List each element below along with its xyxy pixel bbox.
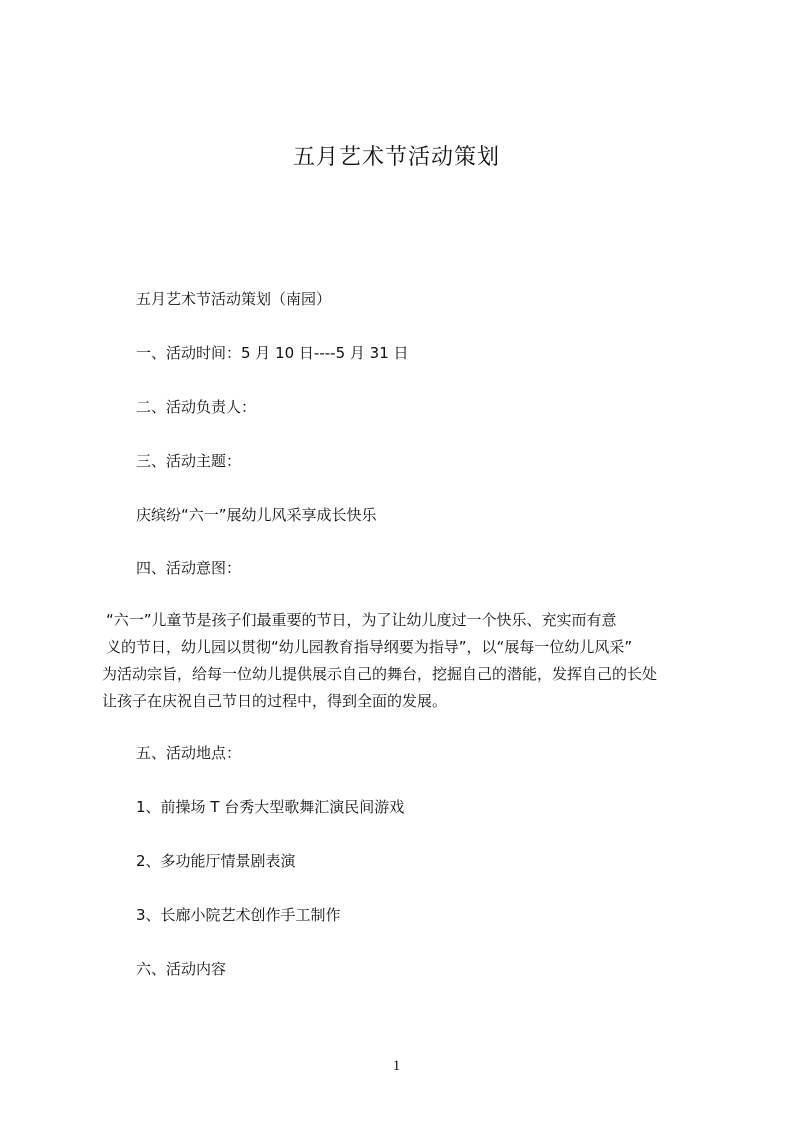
intent-line: 为活动宗旨，给每一位幼儿提供展示自己的舞台，挖掘自己的潜能，发挥自己的长处 xyxy=(102,665,658,683)
intent-line: 义的节日，幼儿园以贯彻“幼儿园教育指导纲要为指导”，以“展每一位幼儿风采” xyxy=(106,638,633,656)
theme-text: 庆缤纷“六一”展幼儿风采享成长快乐 xyxy=(136,506,377,524)
intent-heading: 四、活动意图： xyxy=(136,559,242,577)
document-title: 五月艺术节活动策划 xyxy=(292,145,500,170)
theme-heading: 三、活动主题： xyxy=(136,452,242,470)
page-number: 1 xyxy=(392,1058,401,1074)
location-item: 3、长廊小院艺术创作手工制作 xyxy=(136,906,341,924)
intent-line: 让孩子在庆祝自己节日的过程中，得到全面的发展。 xyxy=(102,692,448,710)
location-item: 1、前操场 T 台秀大型歌舞汇演民间游戏 xyxy=(136,798,405,816)
content-heading: 六、活动内容 xyxy=(136,960,227,978)
intent-paragraph xyxy=(102,607,702,715)
activity-person-line: 二、活动负责人： xyxy=(136,398,257,416)
location-heading: 五、活动地点： xyxy=(136,744,242,762)
location-item: 2、多功能厅情景剧表演 xyxy=(136,852,296,870)
document-subtitle: 五月艺术节活动策划（南园） xyxy=(136,290,332,308)
intent-line: “六一”儿童节是孩子们最重要的节日，为了让幼儿度过一个快乐、充实而有意 xyxy=(106,611,617,629)
activity-time-line: 一、活动时间：5 月 10 日----5 月 31 日 xyxy=(136,344,409,362)
